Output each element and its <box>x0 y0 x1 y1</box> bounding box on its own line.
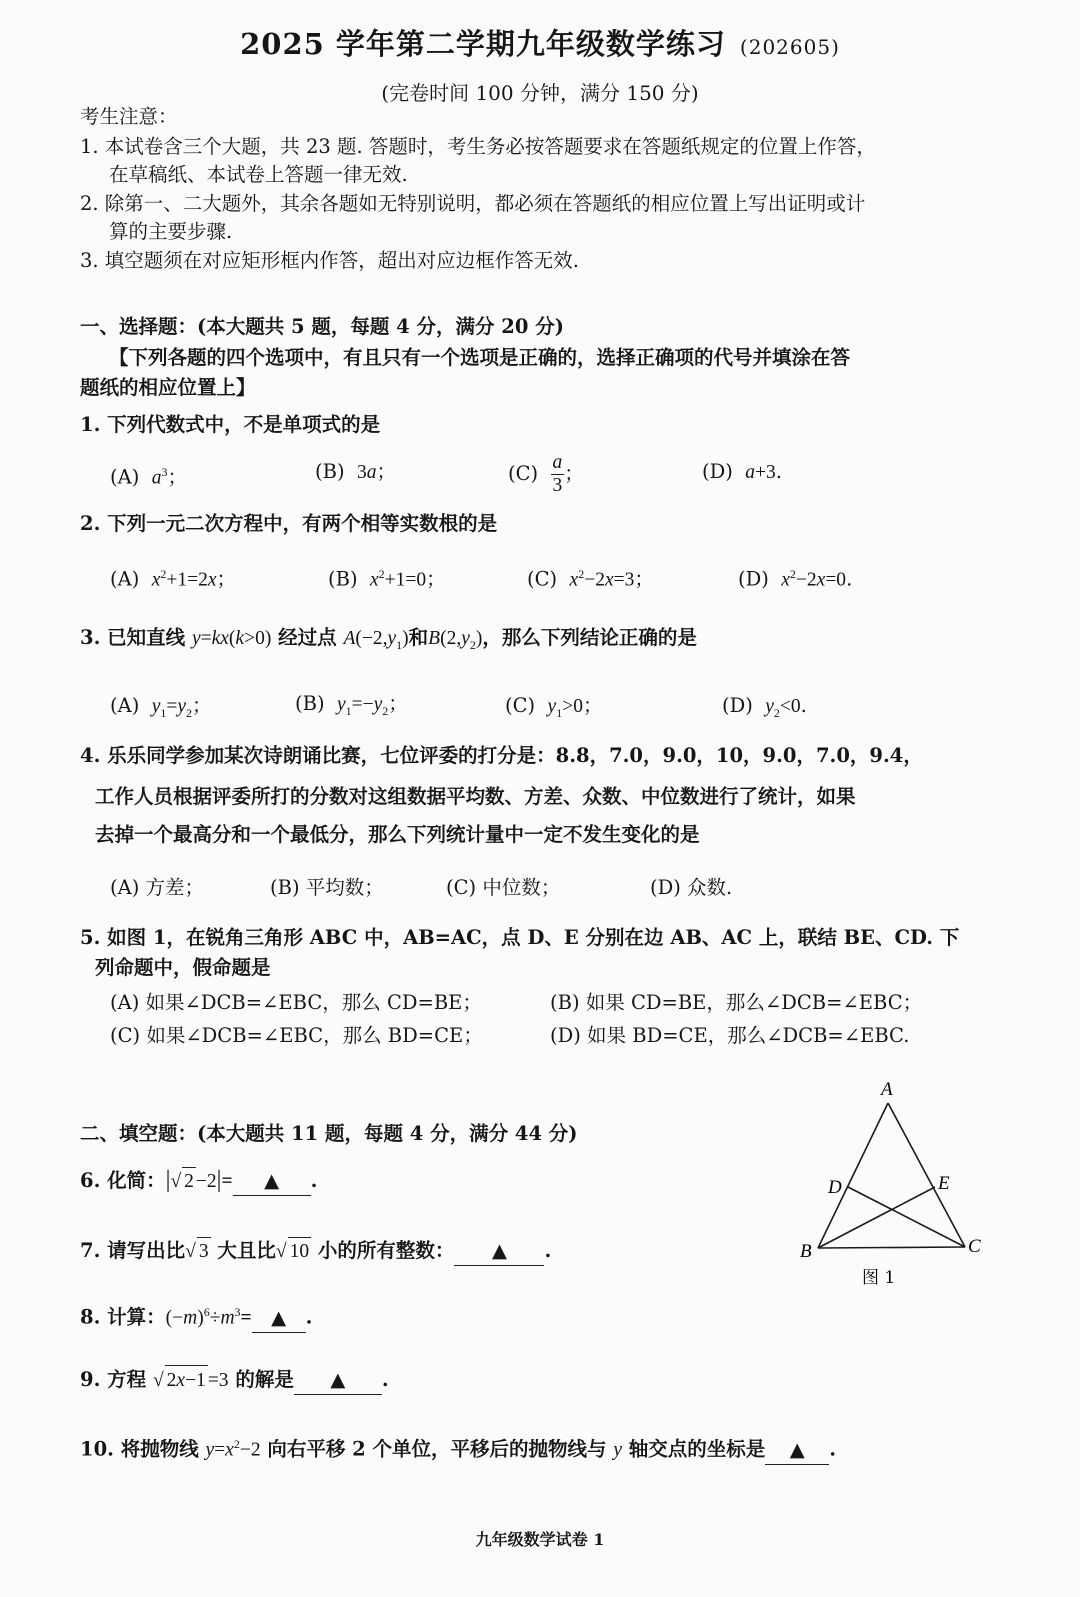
section2-heading: 二、填空题：(本大题共 11 题，每题 4 分，满分 44 分) <box>80 1122 578 1145</box>
q10: 10. 将抛物线 $y=x^2-2$ 向右平移 2 个单位，平移后的抛物线与 y 轴交点的坐标是 ▲ . <box>80 1430 836 1465</box>
q1-option-b: (B) 3a； <box>315 460 396 483</box>
q2-option-c: (C) $x^2-2x=3$； <box>527 567 654 591</box>
page-title <box>0 22 1080 63</box>
q7: 7. 请写出比√ 3 大且比√ 10 小的所有整数： ▲ . <box>80 1237 551 1266</box>
q8-answer-blank: ▲ <box>252 1304 306 1333</box>
q2-option-d: (D) $x^2-2x=0$. <box>738 567 853 591</box>
label-e: E <box>938 1173 950 1194</box>
q4-option-d: (D) 众数. <box>650 876 733 899</box>
q3-option-d: (D) $y_2<0$. <box>722 694 807 720</box>
q5-option-d: (D) 如果 BD=CE，那么∠DCB=∠EBC. <box>550 1024 910 1047</box>
label-c: C <box>968 1236 981 1257</box>
q7-answer-blank: ▲ <box>454 1237 544 1266</box>
page-footer: 九年级数学试卷 1 <box>475 1530 605 1549</box>
q8: 8. 计算：$(-m)^6\div m^3=$ ▲ . <box>80 1298 312 1333</box>
q10-answer-blank: ▲ <box>765 1436 829 1465</box>
q5-line-2: 列命题中，假命题是 <box>95 956 271 979</box>
q4-line-2: 工作人员根据评委所打的分数对这组数据平均数、方差、众数、中位数进行了统计，如果 <box>95 785 856 808</box>
label-b: B <box>800 1241 812 1262</box>
q1-option-a: (A) $a^3$； <box>110 465 187 489</box>
notice-item-1-cont: 在草稿纸、本试卷上答题一律无效. <box>109 163 408 186</box>
segment-ab <box>818 1103 888 1248</box>
q3-option-c: (C) $y_1>0$； <box>505 694 603 720</box>
exam-subtitle: (完卷时间 100 分钟，满分 150 分) <box>381 81 699 105</box>
q3-option-b: (B) $y_1=-y_2$； <box>295 692 408 718</box>
label-a: A <box>881 1079 893 1100</box>
q5-option-b: (B) 如果 CD=BE，那么∠DCB=∠EBC； <box>550 991 923 1014</box>
q4-option-b: (B) 平均数； <box>270 876 384 899</box>
q4-line-3: 去掉一个最高分和一个最低分，那么下列统计量中一定不发生变化的是 <box>95 823 700 846</box>
segment-cd <box>848 1187 965 1247</box>
section1-heading: 一、选择题：(本大题共 5 题，每题 4 分，满分 20 分) <box>80 315 564 338</box>
q4-option-a: (A) 方差； <box>110 876 204 899</box>
section1-instruction-1: 【下列各题的四个选项中，有且只有一个选项是正确的，选择正确项的代号并填涂在答 <box>109 346 851 369</box>
q1-option-c: (C) $\frac{a}{3}$ ； <box>508 452 584 496</box>
q3-stem: 3. 已知直线 y=kx(k>0) 经过点 $A(-2,y_1)$和$B(2,y_2)$，那么下列结论正确的是 <box>80 626 697 652</box>
figure-caption: 图 1 <box>862 1268 896 1288</box>
notice-item-2-cont: 算的主要步骤. <box>109 220 233 243</box>
notice-item-2: 2. 除第一、二大题外，其余各题如无特别说明，都必须在答题纸的相应位置上写出证明或计 <box>80 192 866 215</box>
q4-option-c: (C) 中位数； <box>446 876 561 899</box>
notice-heading: 考生注意： <box>80 105 178 128</box>
q9-answer-blank: ▲ <box>294 1366 382 1395</box>
q4-line-1: 4. 乐乐同学参加某次诗朗诵比赛，七位评委的打分是：8.8，7.0，9.0，10，9.0，7.0，9.4， <box>80 744 923 767</box>
q6-answer-blank: ▲ <box>233 1167 311 1196</box>
exam-code: (202605) <box>739 35 840 59</box>
q6: 6. 化简：|√ 2 −2|= ▲ . <box>80 1166 317 1196</box>
q5-option-c: (C) 如果∠DCB=∠EBC，那么 BD=CE； <box>110 1024 483 1047</box>
q3-option-a: (A) $y_1=y_2$； <box>110 694 212 720</box>
q2-stem: 2. 下列一元二次方程中，有两个相等实数根的是 <box>80 512 498 535</box>
notice-item-1: 1. 本试卷含三个大题，共 23 题. 答题时，考生务必按答题要求在答题纸规定的位置上作答， <box>80 135 876 158</box>
q2-option-b: (B) $x^2+1=0$； <box>328 567 446 591</box>
notice-item-3: 3. 填空题须在对应矩形框内作答，超出对应边框作答无效. <box>80 249 580 272</box>
q1-stem: 1. 下列代数式中，不是单项式的是 <box>80 413 381 436</box>
segment-ac <box>888 1103 965 1247</box>
q5-option-a: (A) 如果∠DCB=∠EBC，那么 CD=BE； <box>110 991 482 1014</box>
label-d: D <box>828 1177 842 1198</box>
q1-option-d: (D) a+3. <box>702 460 782 483</box>
section1-instruction-2: 题纸的相应位置上】 <box>80 376 256 399</box>
q9: 9. 方程 √ 2x−1 =3 的解是 ▲ . <box>80 1365 389 1395</box>
triangle-diagram <box>790 1075 990 1295</box>
segment-bc <box>818 1247 965 1248</box>
q5-line-1: 5. 如图 1，在锐角三角形 ABC 中，AB=AC，点 D、E 分别在边 AB、AC 上，联结 BE、CD. 下 <box>80 926 960 949</box>
q2-option-a: (A) $x^2+1=2x$； <box>110 567 237 591</box>
figure-1 <box>790 1075 990 1295</box>
title-text: 2025 学年第二学期九年级数学练习 <box>240 27 726 61</box>
